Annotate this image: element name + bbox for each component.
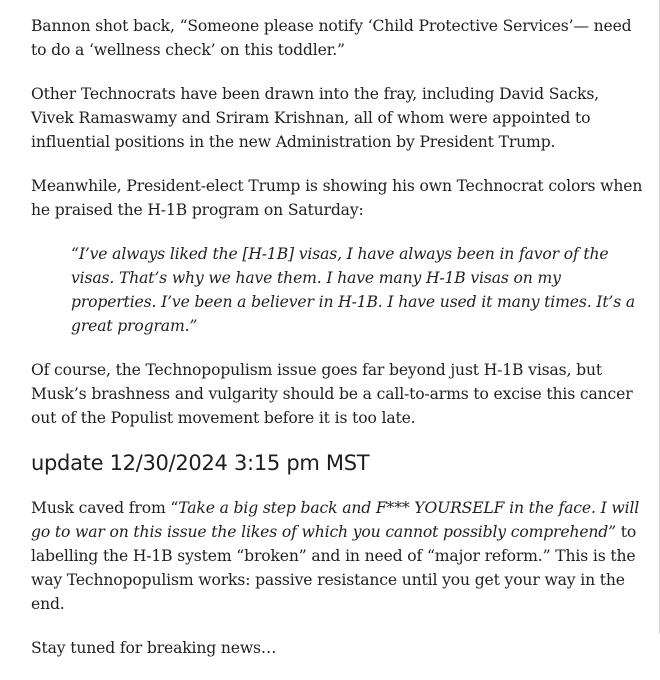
paragraph-trump-colors: Meanwhile, President-elect Trump is showing his own Technocrat colors when he praised the H-1B program on Saturday: (31, 177, 643, 219)
paragraph-bannon-response: Bannon shot back, “Someone please notify ‘Child Protective Services’— need to do a ‘wellness check’ on this toddler.” (31, 17, 632, 59)
trump-quote-blockquote: “I’ve always liked the [H-1B] visas, I have always been in favor of the visas. That’s why we have them. I have many H-1B visas on my properties. I’ve been a believer in H-1B. I have used it many times. It’s a great program.” (71, 245, 636, 335)
article-body (31, 14, 643, 680)
musk-quote-italic: Take a big step back and F*** YOURSELF in the face. I will go to war on this issue the likes of which you cannot possibly comprehend” (31, 499, 640, 541)
paragraph-closing: Stay tuned for breaking news… (31, 639, 277, 657)
update-heading: update 12/30/2024 3:15 pm MST (31, 451, 370, 475)
paragraph-technopopulism: Of course, the Technopopulism issue goes far beyond just H-1B visas, but Musk’s brashness and vulgarity should be a call-to-arms to excise this cancer out of the Populist movement before it is too late. (31, 361, 633, 427)
paragraph-update (31, 496, 643, 616)
update-tail-text: to labelling the H-1B system “broken” and in need of “major reform.” This is the way Technopopulism works: passive resistance until you get your way in the end. (31, 523, 637, 613)
update-lead-text: Musk caved from “ (31, 499, 179, 517)
paragraph-technocrats: Other Technocrats have been drawn into the fray, including David Sacks, Vivek Ramaswamy and Sriram Krishnan, all of whom were appointed to influential positions in the new Administration by President Trump. (31, 85, 599, 151)
